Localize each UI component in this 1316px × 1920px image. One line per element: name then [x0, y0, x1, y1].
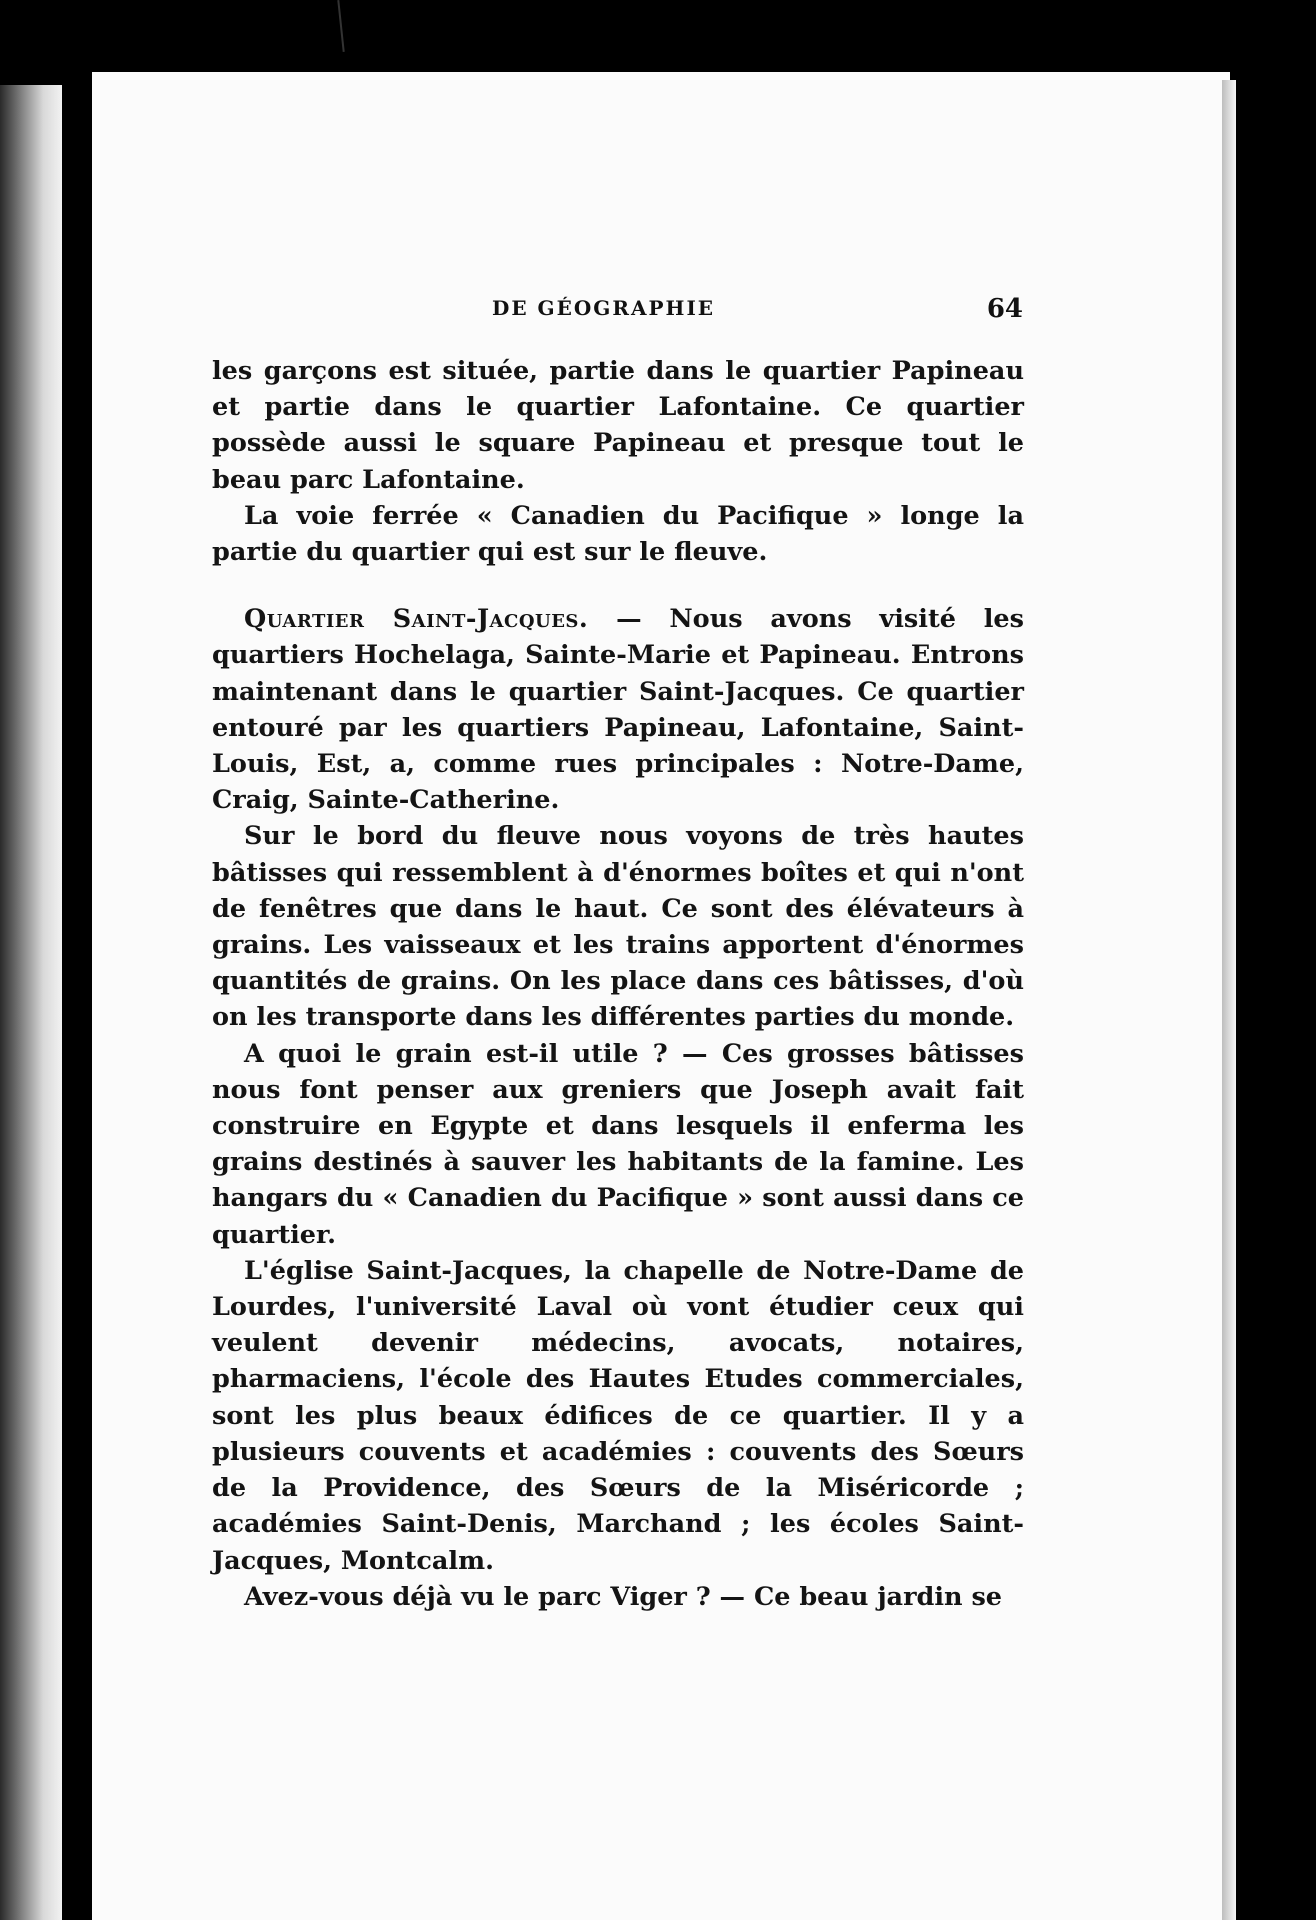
paragraph: Sur le bord du fleuve nous voyons de très hautes bâtisses qui ressemblent à d'énormes boîtes et qui n'ont de fenêtres que dans le haut. Ce sont des élévateurs à grains. Les vaisseaux et les trains apportent d'énormes quantités de grains. On les place dans ces bâtisses, d'où on les transporte dans les différentes parties du monde.: [212, 821, 1024, 1033]
paragraph: A quoi le grain est-il utile ? — Ces grosses bâtisses nous font penser aux greniers que Joseph avait fait construire en Egypte et dans lesquels il enferma les grains destinés à sauver les habitants de la famine. Les hangars du « Canadien du Pacifique » sont aussi dans ce quartier.: [212, 1038, 1024, 1250]
page-gutter-shadow: [1222, 80, 1236, 1920]
section-paragraph: [212, 601, 1024, 818]
paragraph: L'église Saint-Jacques, la chapelle de Notre-Dame de Lourdes, l'université Laval où vont étudier ceux qui veulent devenir médecins, avocats, notaires, pharmaciens, l'école des Hautes Etudes commerciales, sont les plus beaux édifices de ce quartier. Il y a plusieurs couvents et académies : couvents des Sœurs de la Providence, des Sœurs de la Miséricorde ; académies Saint-Denis, Marchand ; les écoles Saint-Jacques, Montcalm.: [212, 1255, 1024, 1576]
running-title: DE GÉOGRAPHIE: [492, 296, 716, 320]
page-header: [217, 296, 1023, 326]
section-heading: Quartier Saint-Jacques.: [244, 604, 589, 635]
paragraph: les garçons est située, partie dans le quartier Papineau et partie dans le quartier Lafontaine. Ce quartier possède aussi le square Papineau et presque tout le beau parc Lafontaine.: [212, 356, 1024, 495]
body-text: [212, 353, 1024, 1615]
adjacent-page-edge: [0, 85, 62, 1920]
page-number: 64: [986, 294, 1023, 324]
paragraph: Avez-vous déjà vu le parc Viger ? — Ce beau jardin se: [244, 1581, 1003, 1612]
paragraph: La voie ferrée « Canadien du Pacifique » longe la partie du quartier qui est sur le fleuve.: [212, 500, 1024, 568]
paragraph-text: — Nous avons visité les quartiers Hochelaga, Sainte-Marie et Papineau. Entrons maintenant dans le quartier Saint-Jacques. Ce quartier entouré par les quartiers Papineau, Lafontaine, Saint-Louis, Est, a, comme rues principales : Notre-Dame, Craig, Sainte-Catherine.: [212, 604, 1024, 816]
scan-mark: [337, 0, 344, 52]
